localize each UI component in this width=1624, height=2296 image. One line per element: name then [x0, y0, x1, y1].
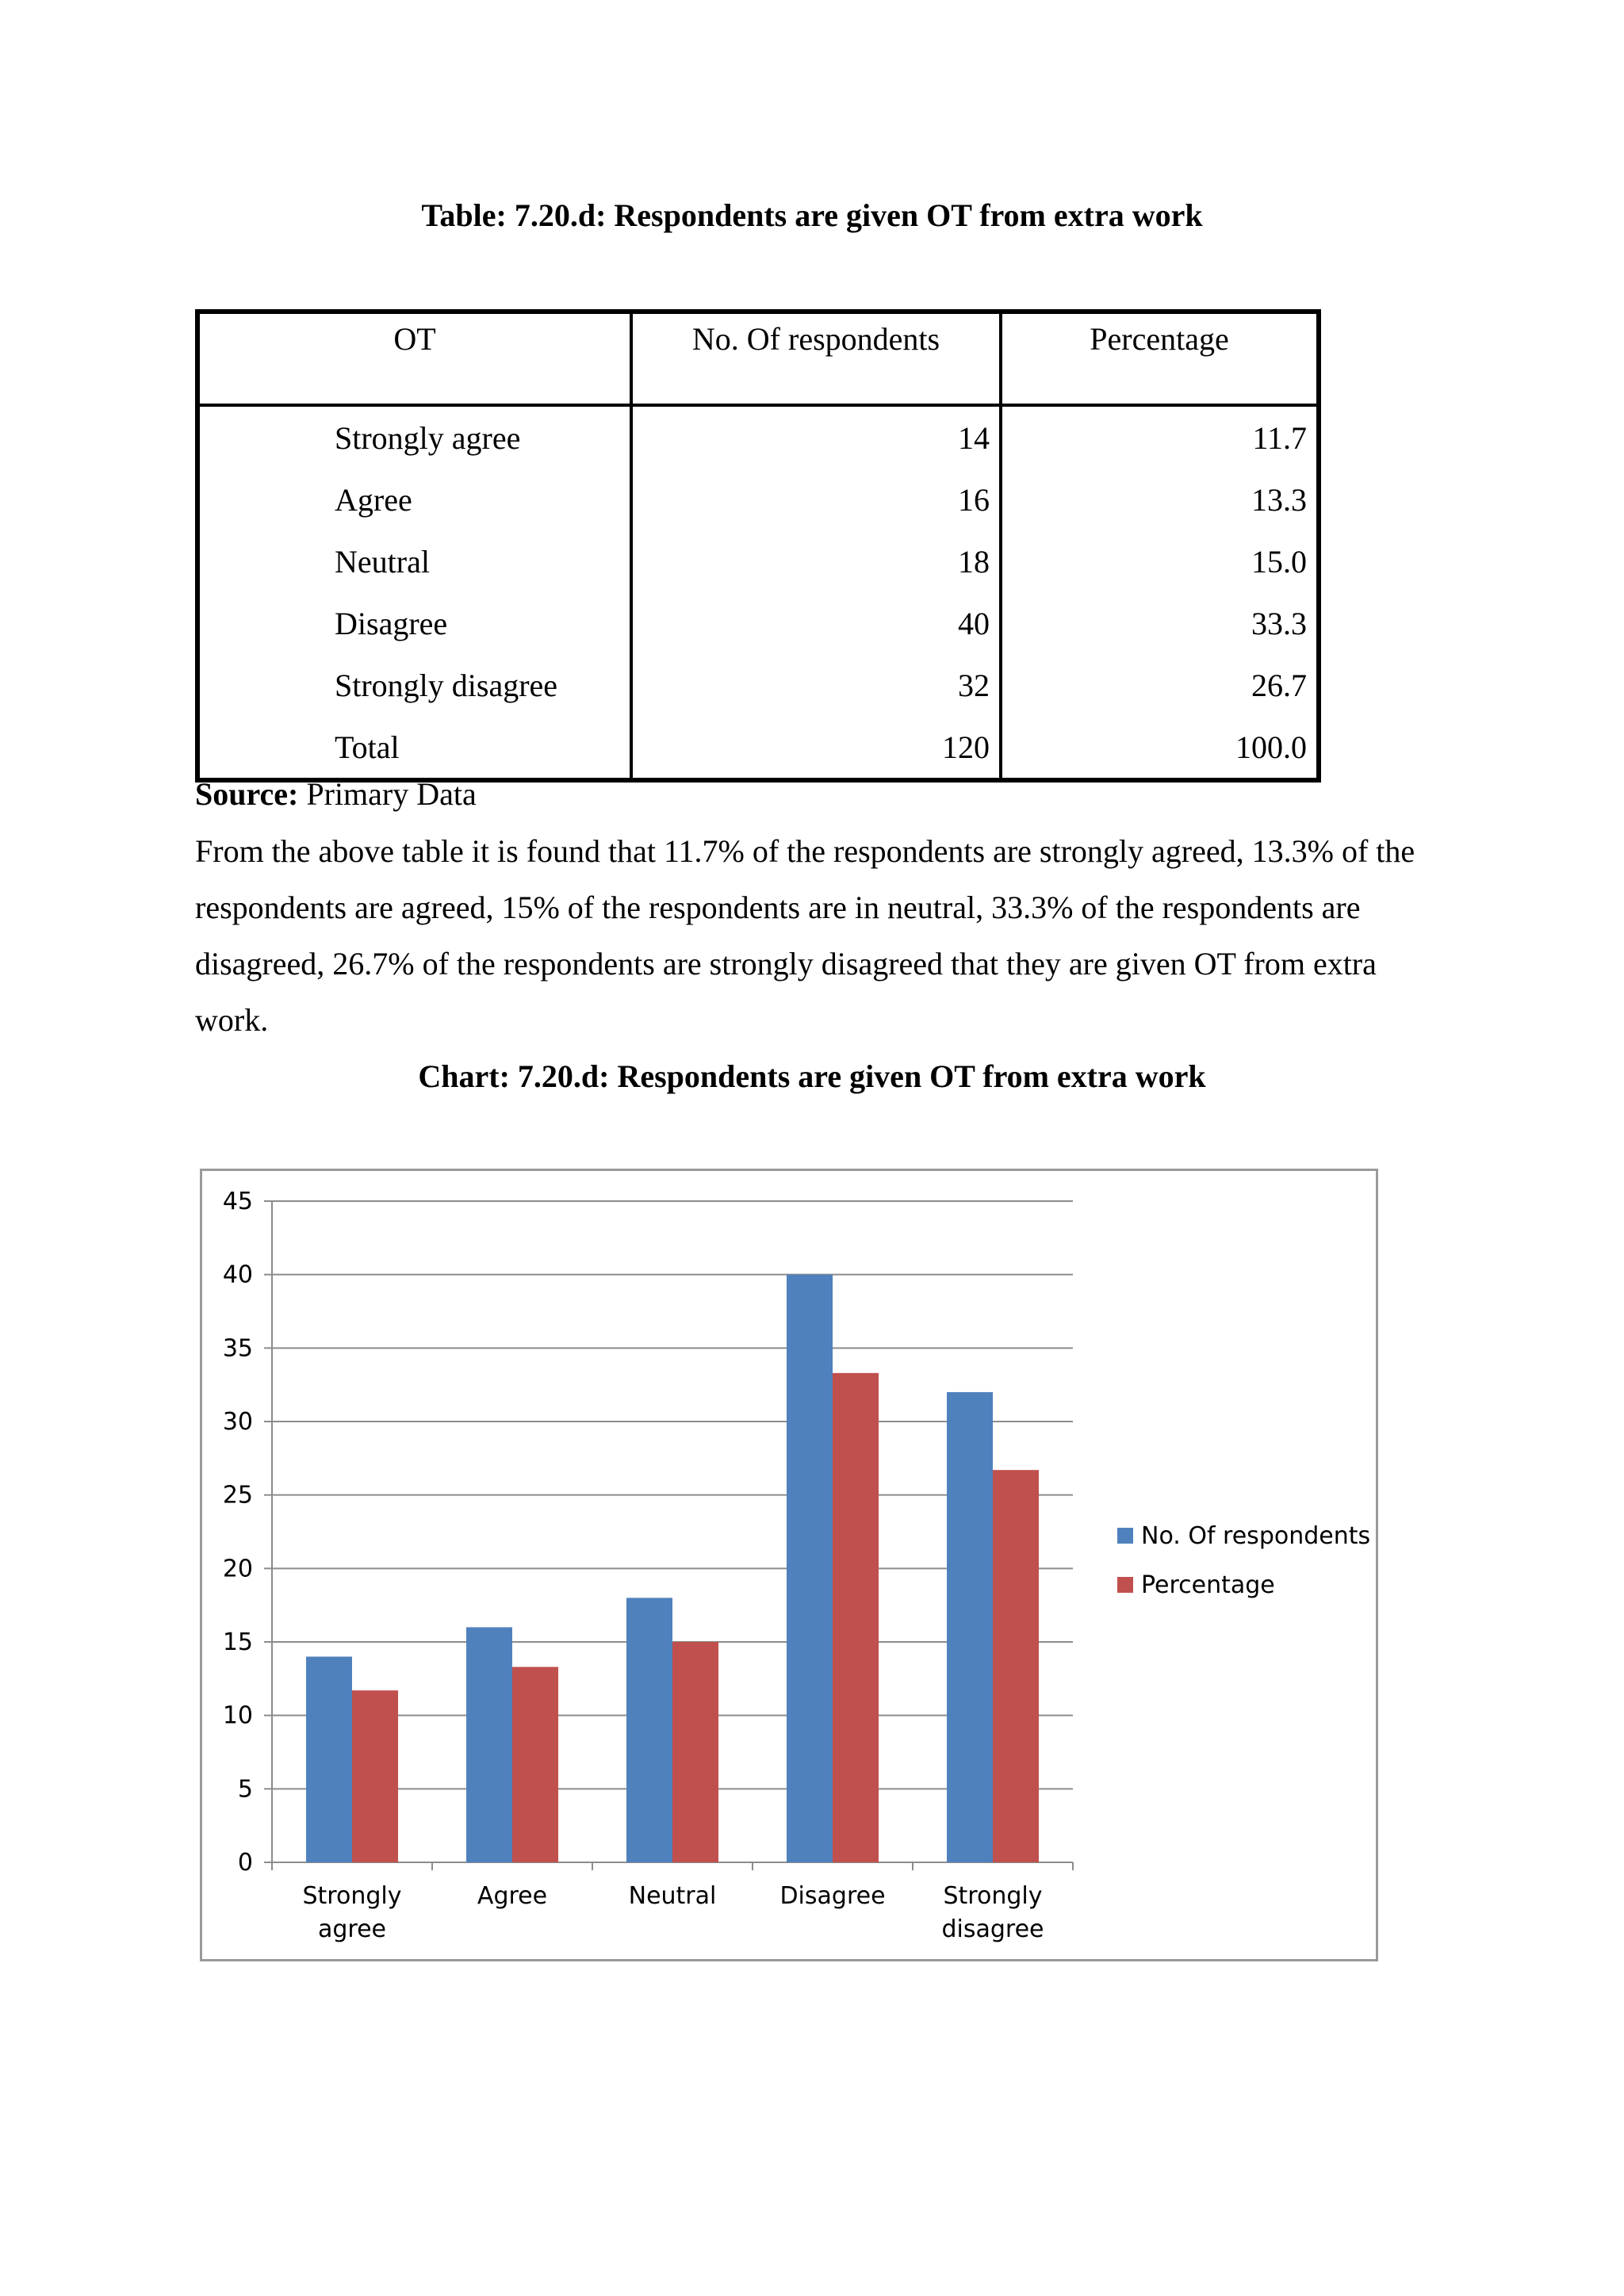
y-tick-label: 45: [222, 1188, 253, 1215]
y-tick-label: 10: [222, 1701, 253, 1730]
row-count: 32: [631, 654, 1001, 716]
row-label: Strongly agree: [197, 405, 631, 469]
row-percent: 15.0: [1251, 543, 1307, 580]
x-tick-label: Strongly: [943, 1882, 1043, 1910]
x-tick-label: Agree: [477, 1882, 548, 1910]
chart-area: [200, 1169, 1378, 1961]
bar-respondents: [306, 1657, 352, 1862]
bar-chart: [202, 1171, 1381, 1964]
bar-respondents: [466, 1627, 512, 1862]
bar-respondents: [787, 1275, 833, 1862]
x-tick-label: Neutral: [628, 1882, 717, 1910]
legend-swatch: [1117, 1528, 1133, 1544]
row-percent: 100.0: [1235, 729, 1307, 765]
chart-title: Chart: 7.20.d: Respondents are given OT from extra work: [418, 1058, 1206, 1094]
y-tick-label: 25: [222, 1481, 253, 1510]
x-tick-label: disagree: [941, 1915, 1044, 1943]
row-label: Neutral: [197, 530, 631, 592]
table-row: [197, 654, 1319, 716]
source-label: Source:: [195, 776, 299, 812]
source-line: [195, 775, 477, 813]
x-tick-label: agree: [317, 1915, 387, 1943]
x-tick-label: Strongly: [302, 1882, 402, 1910]
legend-swatch: [1117, 1577, 1133, 1593]
y-tick-label: 5: [237, 1775, 253, 1804]
header-percentage: Percentage: [1001, 312, 1319, 405]
header-ot: OT: [197, 312, 631, 405]
bar-percentage: [993, 1470, 1039, 1862]
table-header-row: [197, 312, 1319, 405]
y-tick-label: 30: [222, 1408, 253, 1436]
table-row-total: [197, 716, 1319, 780]
table-title: Table: 7.20.d: Respondents are given OT from extra work: [421, 197, 1203, 233]
respondents-table: [195, 309, 1321, 783]
bar-percentage: [833, 1373, 879, 1862]
legend-label: No. Of respondents: [1141, 1522, 1371, 1550]
legend-label: Percentage: [1141, 1571, 1275, 1599]
bar-respondents: [947, 1392, 993, 1862]
y-tick-label: 40: [222, 1261, 253, 1289]
x-tick-label: Disagree: [779, 1882, 886, 1910]
row-count: 18: [631, 530, 1001, 592]
bar-percentage: [672, 1642, 718, 1862]
bar-respondents: [626, 1598, 672, 1862]
table-row: [197, 469, 1319, 530]
row-count: 40: [631, 592, 1001, 654]
row-count: 120: [631, 716, 1001, 780]
row-percent: 33.3: [1251, 605, 1307, 641]
table-row: [197, 592, 1319, 654]
row-label: Disagree: [197, 592, 631, 654]
y-tick-label: 0: [237, 1849, 253, 1877]
bar-percentage: [352, 1690, 398, 1862]
row-percent: 13.3: [1251, 481, 1307, 518]
source-value: Primary Data: [306, 776, 477, 812]
row-count: 14: [631, 405, 1001, 469]
table-row: [197, 530, 1319, 592]
body-paragraph: From the above table it is found that 11.7% of the respondents are strongly agreed, 13.3% of the respondents are agreed, 15% of the respondents are in neutral, 33.3% of the respondents are disagreed, 26.7% of the respondents are strongly disagreed that they are given OT from extra work.: [195, 833, 1415, 1038]
row-label: Total: [197, 716, 631, 780]
row-percent: 26.7: [1251, 667, 1307, 703]
row-count: 16: [631, 469, 1001, 530]
row-label: Agree: [197, 469, 631, 530]
y-tick-label: 15: [222, 1628, 253, 1656]
row-label: Strongly disagree: [197, 654, 631, 716]
bar-percentage: [512, 1667, 558, 1862]
row-percent: 11.7: [1252, 419, 1307, 456]
y-tick-label: 35: [222, 1334, 253, 1363]
y-tick-label: 20: [222, 1555, 253, 1583]
table-row: [197, 405, 1319, 469]
header-count: No. Of respondents: [631, 312, 1001, 405]
